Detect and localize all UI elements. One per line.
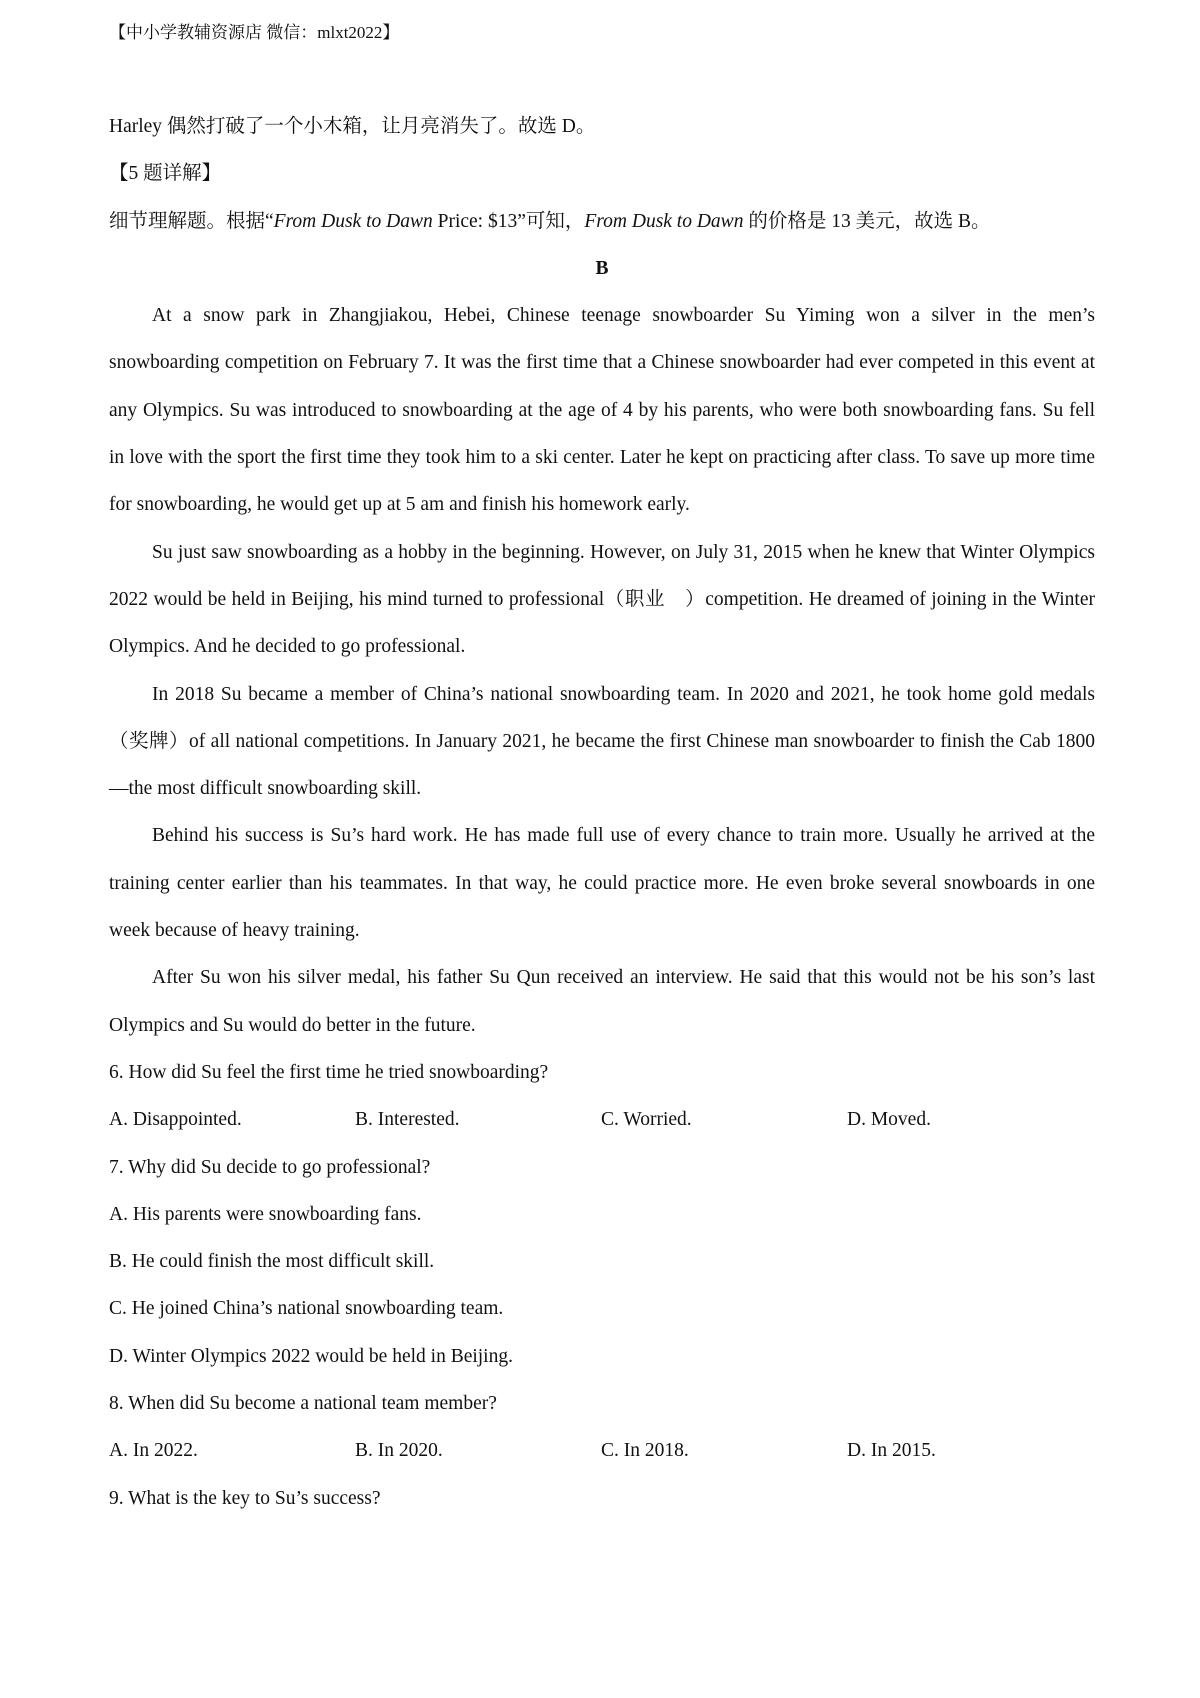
text: Price: $13”可知，	[432, 210, 585, 232]
option: C. Worried.	[601, 1109, 692, 1131]
question-stem: 6. How did Su feel the first time he tried snowboarding?	[109, 1061, 549, 1083]
option: D. In 2015.	[847, 1440, 936, 1462]
option: A. Disappointed.	[109, 1109, 242, 1131]
question-stem: 8. When did Su become a national team member?	[109, 1393, 497, 1415]
question-options	[109, 1096, 1095, 1143]
option: C. He joined China’s national snowboarding team.	[109, 1298, 504, 1320]
watermark-header: 【中小学教辅资源店 微信：mlxt2022】	[109, 23, 400, 42]
book-title: From Dusk to Dawn	[273, 210, 433, 232]
option: B. He could finish the most difficult skill.	[109, 1251, 435, 1273]
text: 的价格是 13 美元，故选 B。	[743, 210, 991, 232]
option: A. In 2022.	[109, 1440, 198, 1462]
question-stem: 7. Why did Su decide to go professional?	[109, 1156, 431, 1178]
question-5-explanation	[109, 198, 1095, 245]
passage-paragraph: Behind his success is Su’s hard work. He has made full use of every chance to train more. Usually he arrived at the training center earlier than his teammates. In that way, he could practice more. He even broke several snowboards in one week because of heavy training.	[109, 825, 1095, 942]
option: A. His parents were snowboarding fans.	[109, 1203, 422, 1225]
document-body	[109, 103, 1095, 1522]
question-stem: 9. What is the key to Su’s success?	[109, 1487, 381, 1509]
passage-paragraph: In 2018 Su became a member of China’s national snowboarding team. In 2020 and 2021, he took home gold medals（奖牌）of all national competitions. In January 2021, he became the first Chinese man snowboarder to finish the Cab 1800—the most difficult snowboarding skill.	[109, 683, 1095, 800]
section-label: B	[595, 257, 609, 279]
passage-paragraph: At a snow park in Zhangjiakou, Hebei, Chinese teenage snowboarder Su Yiming won a silver in the men’s snowboarding competition on February 7. It was the first time that a Chinese snowboarder had ever competed in this event at any Olympics. Su was introduced to snowboarding at the age of 4 by his parents, who were both snowboarding fans. Su fell in love with the sport the first time they took him to a ski center. Later he kept on practicing after class. To save up more time for snowboarding, he would get up at 5 am and finish his homework early.	[109, 305, 1095, 516]
text: 细节理解题。根据“	[109, 210, 274, 232]
passage-paragraph: Su just saw snowboarding as a hobby in the beginning. However, on July 31, 2015 when he knew that Winter Olympics 2022 would be held in Beijing, his mind turned to professional（职业 ）competition. He dreamed of joining in the Winter Olympics. And he decided to go professional.	[109, 541, 1095, 658]
option: B. In 2020.	[355, 1440, 443, 1462]
question-5-heading: 【5 题详解】	[109, 163, 222, 185]
passage-paragraph: After Su won his silver medal, his father Su Qun received an interview. He said that this would not be his son’s last Olympics and Su would do better in the future.	[109, 967, 1095, 1036]
book-title: From Dusk to Dawn	[584, 210, 744, 232]
answer-4-explanation: Harley 偶然打破了一个小木箱，让月亮消失了。故选 D。	[109, 116, 596, 137]
option: D. Moved.	[847, 1109, 931, 1131]
option: B. Interested.	[355, 1109, 460, 1131]
question-options	[109, 1427, 1095, 1474]
option: D. Winter Olympics 2022 would be held in Beijing.	[109, 1345, 513, 1367]
option: C. In 2018.	[601, 1440, 689, 1462]
